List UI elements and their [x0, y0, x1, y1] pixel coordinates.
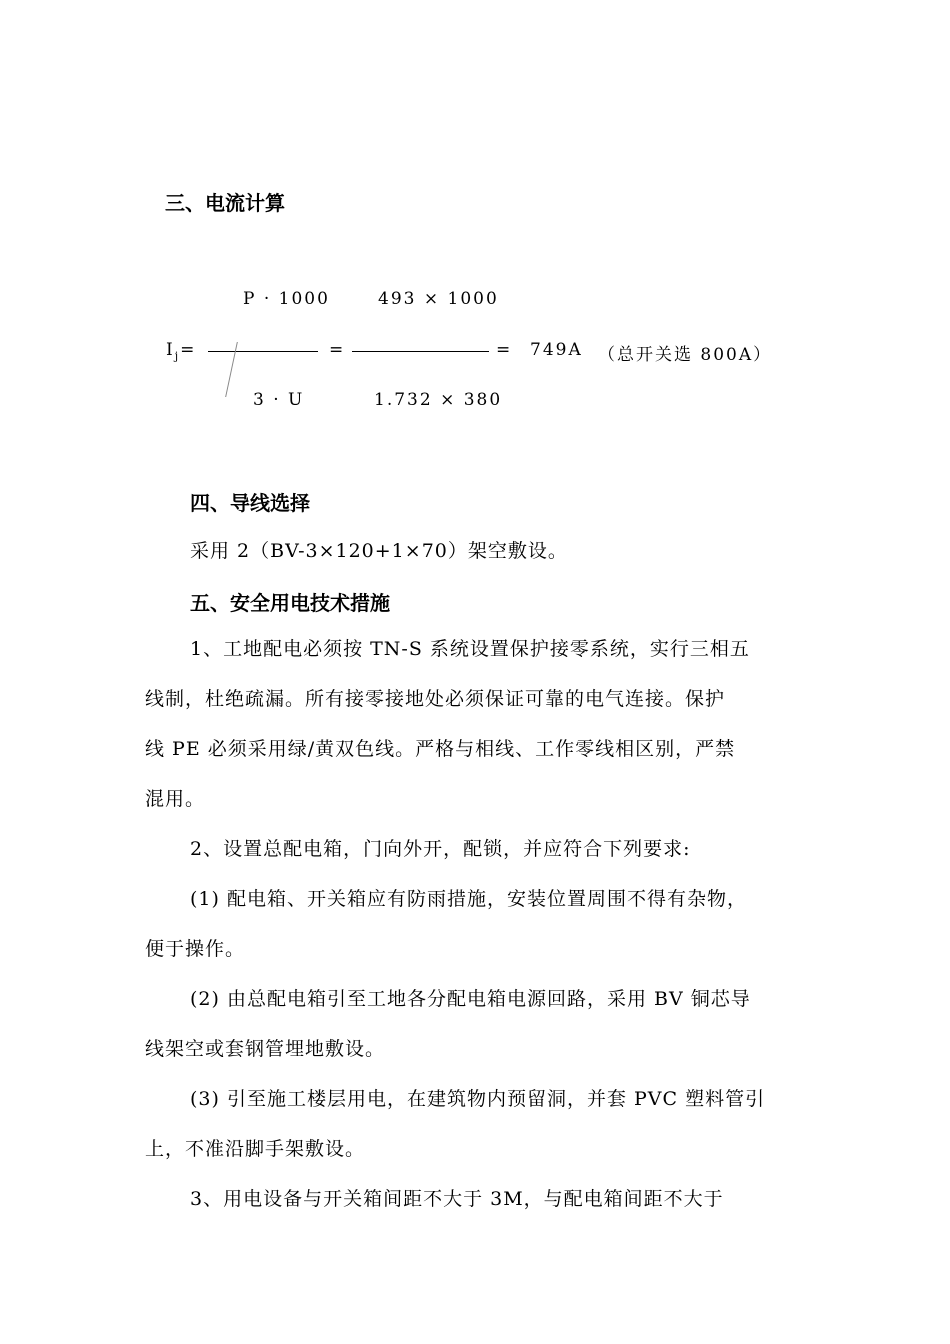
paragraph-item-2: 2、设置总配电箱，门向外开，配锁，并应符合下列要求:: [190, 838, 691, 860]
paragraph-item-2-1: (1) 配电箱、开关箱应有防雨措施，安装位置周围不得有杂物， 便于操作。: [145, 888, 747, 960]
section-heading-safety-measures: 五、安全用电技术措施: [190, 591, 390, 615]
formula-numerator-1: P · 1000: [243, 289, 330, 309]
formula-equals-1: =: [329, 340, 346, 360]
formula-lhs: $I_j=$: [166, 340, 197, 363]
paragraph-item-3: 3、用电设备与开关箱间距不大于 3M，与配电箱间距不大于: [190, 1188, 724, 1210]
formula-denominator-1: 3 · U: [253, 390, 305, 410]
section-heading-current-calc: 三、电流计算: [165, 191, 285, 215]
formula-denominator-2: 1.732 × 380: [374, 390, 503, 410]
paragraph-item-2-3: (3) 引至施工楼层用电，在建筑物内预留洞，并套 PVC 塑料管引 上，不准沿脚手架敷设。: [145, 1088, 766, 1160]
formula-numerator-2: 493 × 1000: [378, 289, 499, 309]
formula-result: 749A: [530, 340, 583, 360]
fraction-bar-2: [352, 351, 489, 352]
section-heading-wire-selection: 四、导线选择: [190, 491, 310, 515]
formula-note: （总开关选 800A）: [598, 345, 773, 365]
formula-equals-2: =: [496, 340, 513, 360]
wire-selection-text: 采用 2（BV-3×120+1×70）架空敷设。: [190, 540, 568, 562]
paragraph-item-1: 1、工地配电必须按 TN-S 系统设置保护接零系统，实行三相五 线制，杜绝疏漏。所有接零接地处必须保证可靠的电气连接。保护 线 PE 必须采用绿/黄双色线。严格与相线、工作零线相区别，严禁 混用。: [145, 638, 750, 810]
paragraph-item-2-2: (2) 由总配电箱引至工地各分配电箱电源回路，采用 BV 铜芯导 线架空或套钢管埋地敷设。: [145, 988, 751, 1060]
